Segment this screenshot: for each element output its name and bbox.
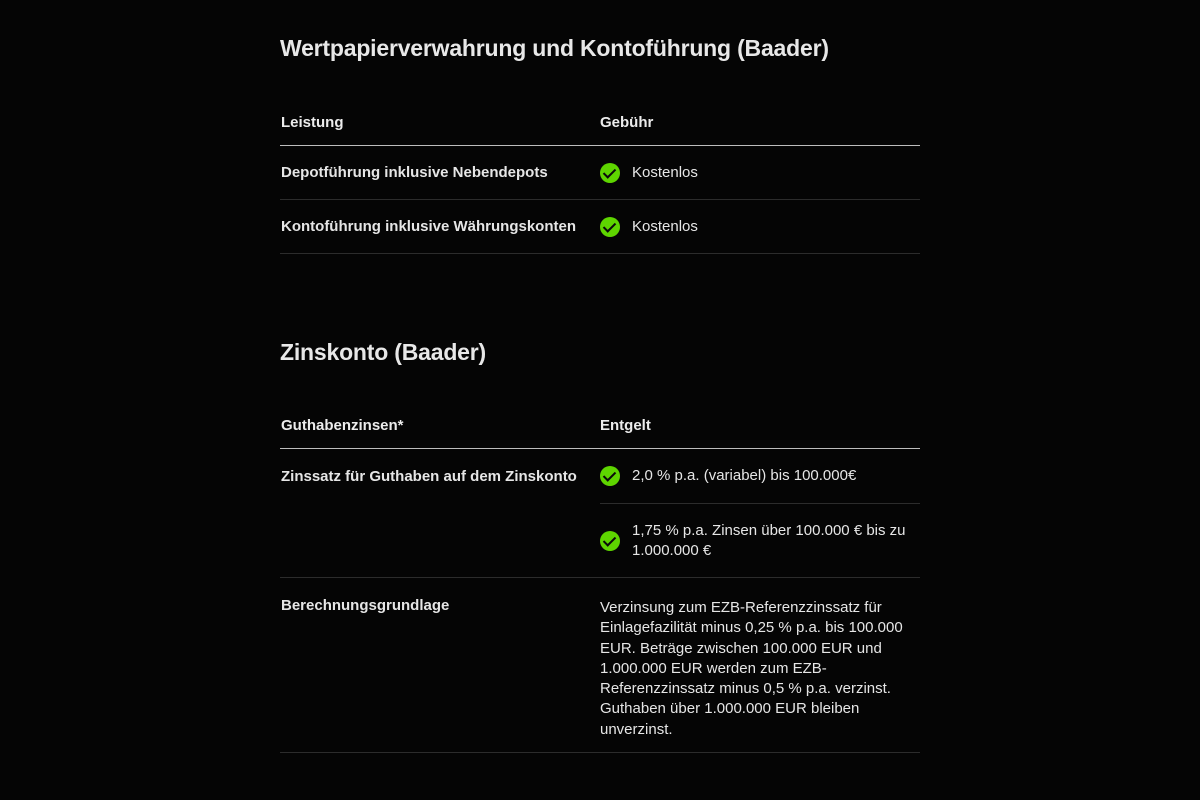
check-circle-icon (600, 163, 620, 183)
table-header (280, 100, 920, 146)
fee-cell (600, 163, 920, 183)
fee-cell (600, 217, 920, 237)
row-label: Zinssatz für Guthaben auf dem Zinskonto (281, 468, 577, 485)
check-circle-icon (600, 531, 620, 551)
fee-value: Kostenlos (632, 217, 698, 235)
row-label: Depotführung inklusive Nebendepots (281, 163, 548, 181)
calculation-text: Verzinsung zum EZB-Referenzzinssatz für Einlagefazilität minus 0,25 % p.a. bis 100.000 EUR. Beträge zwischen 100.000 EUR und 1.000.000 EUR werden zum EZB-Referenzzinssatz minus 0,5 % p.a. verzinst. Guthaben über 1.000.000 EUR bleiben unverzinst. (600, 599, 903, 738)
rate-item (600, 504, 920, 577)
rate-value: 1,75 % p.a. Zinsen über 100.000 € bis zu 1.000.000 € (632, 521, 906, 559)
header-service: Leistung (281, 113, 344, 131)
interest-table (280, 403, 920, 753)
table-row-calculation (280, 578, 920, 753)
fee-value: Kostenlos (632, 163, 698, 181)
custody-fee-table (280, 100, 920, 254)
table-row (280, 200, 920, 254)
header-interest: Guthabenzinsen* (281, 416, 404, 434)
rate-item (600, 449, 920, 504)
section-title-custody: Wertpapierverwahrung und Kontoführung (Baader) (280, 35, 829, 61)
check-circle-icon (600, 217, 620, 237)
row-label: Kontoführung inklusive Währungskonten (281, 217, 576, 235)
rate-value: 2,0 % p.a. (variabel) bis 100.000€ (632, 467, 857, 484)
table-row-rate (280, 449, 920, 578)
table-row (280, 146, 920, 200)
header-charge: Entgelt (600, 416, 651, 434)
row-label: Berechnungsgrundlage (281, 597, 450, 614)
check-circle-icon (600, 466, 620, 486)
table-header (280, 403, 920, 449)
section-title-interest-account: Zinskonto (Baader) (280, 339, 486, 365)
header-fee: Gebühr (600, 113, 654, 131)
